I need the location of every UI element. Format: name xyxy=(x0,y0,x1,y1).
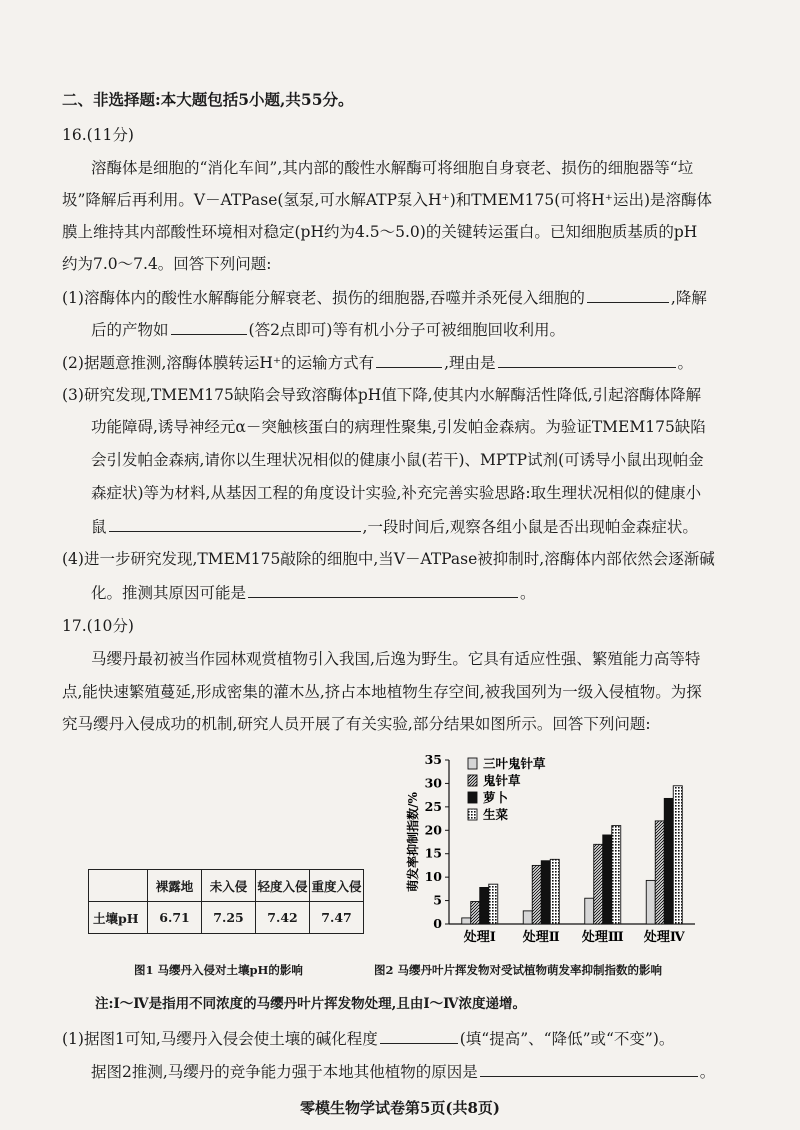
q17-intro-line-2: 点,能快速繁殖蔓延,形成密集的灌木丛,挤占本地植物生存空间,被我国列为一级入侵植物。为探 xyxy=(62,683,702,701)
y-axis-label: 萌发率抑制指数/% xyxy=(406,792,420,892)
table-cell: 6.71 xyxy=(148,902,202,934)
q17-part1-text-b: (填“提高”、“降低”或“不变”)。 xyxy=(459,1030,675,1048)
fig2-caption: 图2 马缨丹叶片挥发物对受试植物萌发率抑制指数的影响 xyxy=(374,963,663,977)
x-tick-label: 处理Ⅲ xyxy=(581,930,624,945)
y-tick-label: 30 xyxy=(424,775,442,791)
bar xyxy=(646,880,655,924)
bar xyxy=(664,798,673,924)
q16-part3-line4: 森症状)等为材料,从基因工程的角度设计实验,补充完善实验思路:取生理状况相似的健康小 xyxy=(91,484,702,502)
table-row xyxy=(89,870,364,902)
section-header: 二、非选择题:本大题包括5小题,共55分。 xyxy=(62,90,354,109)
bar xyxy=(489,884,498,924)
y-tick-label: 10 xyxy=(424,869,442,885)
answer-blank[interactable] xyxy=(498,351,676,368)
q17-part1-line1 xyxy=(62,1027,674,1050)
q17-part1-text-a: (1)据图1可知,马缨丹入侵会使土壤的碱化程度 xyxy=(62,1030,378,1048)
y-tick-label: 20 xyxy=(424,822,442,838)
table-cell: 7.25 xyxy=(202,902,256,934)
table-cell: 7.47 xyxy=(310,902,364,934)
table-row xyxy=(89,902,364,934)
q16-part2-text-b: ,理由是 xyxy=(444,354,496,372)
y-tick-label: 15 xyxy=(424,845,442,861)
q16-part3-line3: 会引发帕金森病,请你以生理状况相似的健康小鼠(若干)、MPTP试剂(可诱导小鼠出现帕金 xyxy=(91,451,704,469)
table-header: 重度入侵 xyxy=(310,870,364,902)
q17-intro-line-3: 究马缨丹入侵成功的机制,研究人员开展了有关实验,部分结果如图所示。回答下列问题: xyxy=(62,715,651,733)
q16-part2 xyxy=(62,351,693,374)
y-tick-label: 25 xyxy=(424,798,442,814)
table-row-label: 土壤pH xyxy=(89,902,148,934)
legend-swatch xyxy=(468,758,477,769)
q16-part4-text-c: 。 xyxy=(520,584,536,602)
answer-blank[interactable] xyxy=(376,351,442,368)
bar xyxy=(480,887,489,924)
q16-part3-text-b: ,一段时间后,观察各组小鼠是否出现帕金森症状。 xyxy=(362,518,698,536)
bar xyxy=(594,844,603,924)
answer-blank[interactable] xyxy=(109,515,361,532)
bar xyxy=(523,911,532,924)
q16-part4-line2 xyxy=(91,581,536,604)
answer-blank[interactable] xyxy=(380,1027,458,1044)
answer-blank[interactable] xyxy=(587,286,669,303)
q16-part2-text-c: 。 xyxy=(677,354,694,372)
fig1-caption: 图1 马缨丹入侵对土壤pH的影响 xyxy=(134,963,303,977)
q17-number: 17.(10分) xyxy=(62,617,134,635)
q17-part1-text-c: 据图2推测,马缨丹的竞争能力强于本地其他植物的原因是 xyxy=(91,1063,478,1081)
bar xyxy=(612,826,621,924)
table-header: 未入侵 xyxy=(202,870,256,902)
legend-swatch xyxy=(468,792,477,803)
legend-label: 鬼针草 xyxy=(483,773,521,788)
q16-part1-text-d: (答2点即可)等有机小分子可被细胞回收利用。 xyxy=(248,321,565,339)
bar xyxy=(471,902,480,924)
q16-part3-text-a: 鼠 xyxy=(91,518,107,536)
q16-part2-text-a: (2)据题意推测,溶酶体膜转运H⁺的运输方式有 xyxy=(62,354,375,372)
q16-part1-text-a: (1)溶酶体内的酸性水解酶能分解衰老、损伤的细胞器,吞噬并杀死侵入细胞的 xyxy=(62,289,585,307)
legend-label: 生菜 xyxy=(483,807,509,822)
germination-inhibition-chart xyxy=(405,748,705,960)
q16-intro-line-3: 膜上维持其内部酸性环境相对稳定(pH约为4.5～5.0)的关键转运蛋白。已知细胞质基质的pH xyxy=(62,223,698,241)
q17-part1-text-d: 。 xyxy=(699,1063,716,1081)
q16-part4-text-b: 化。推测其原因可能是 xyxy=(91,584,247,602)
legend-label: 三叶鬼针草 xyxy=(483,756,546,771)
q17-intro-line-1: 马缨丹最初被当作园林观赏植物引入我国,后逸为野生。它具有适应性强、繁殖能力高等特 xyxy=(91,650,701,668)
table-cell: 7.42 xyxy=(256,902,310,934)
legend-label: 萝卜 xyxy=(483,790,509,805)
figure-note: 注:Ⅰ～Ⅳ是指用不同浓度的马缨丹叶片挥发物处理,且由Ⅰ～Ⅳ浓度递增。 xyxy=(95,996,526,1012)
x-tick-label: 处理Ⅳ xyxy=(643,930,685,945)
q16-part3-line2: 功能障碍,诱导神经元α－突触核蛋白的病理性聚集,引发帕金森病。为验证TMEM175缺陷 xyxy=(91,418,706,436)
x-tick-label: 处理Ⅰ xyxy=(463,930,496,945)
bar xyxy=(541,861,550,924)
q16-intro-line-1: 溶酶体是细胞的“消化车间”,其内部的酸性水解酶可将细胞自身衰老、损伤的细胞器等“垃 xyxy=(91,159,694,177)
y-tick-label: 35 xyxy=(424,752,442,767)
page-footer: 零模生物学试卷第5页(共8页) xyxy=(299,1099,501,1117)
table-header: 裸露地 xyxy=(148,870,202,902)
bar xyxy=(462,918,471,924)
legend-swatch xyxy=(468,809,477,820)
q16-part3-line5 xyxy=(91,515,698,538)
x-tick-label: 处理Ⅱ xyxy=(522,930,560,945)
q16-part3-line1: (3)研究发现,TMEM175缺陷会导致溶酶体pH值下降,使其内水解酶活性降低,引起溶酶体降解 xyxy=(62,386,702,404)
table-header: 轻度入侵 xyxy=(256,870,310,902)
q16-part1-line1 xyxy=(62,286,707,309)
y-tick-label: 5 xyxy=(433,892,442,908)
bar xyxy=(603,835,612,924)
bar xyxy=(585,898,594,924)
q16-part1-line2 xyxy=(91,318,565,341)
bar xyxy=(655,821,664,924)
answer-blank[interactable] xyxy=(480,1060,698,1077)
q16-part4-line1: (4)进一步研究发现,TMEM175敲除的细胞中,当V－ATPase被抑制时,溶酶体内部依然会逐渐碱 xyxy=(62,550,715,568)
q16-intro-line-4: 约为7.0～7.4。回答下列问题: xyxy=(62,255,272,273)
bar xyxy=(550,859,559,924)
q16-part1-text-b: ,降解 xyxy=(670,289,707,307)
legend-swatch xyxy=(468,775,477,786)
table-cell-corner xyxy=(89,870,148,902)
q17-part1-line2 xyxy=(91,1060,715,1083)
bar xyxy=(673,786,682,924)
bar xyxy=(532,865,541,924)
q16-part1-text-c: 后的产物如 xyxy=(91,321,169,339)
q16-intro-line-2: 圾”降解后再利用。V－ATPase(氢泵,可水解ATP泵入H⁺)和TMEM175(可将H⁺运出)是溶酶体 xyxy=(62,191,713,209)
y-tick-label: 0 xyxy=(433,916,442,931)
soil-ph-table xyxy=(88,869,364,934)
answer-blank[interactable] xyxy=(248,581,518,598)
q16-number: 16.(11分) xyxy=(62,126,134,144)
answer-blank[interactable] xyxy=(171,318,247,335)
